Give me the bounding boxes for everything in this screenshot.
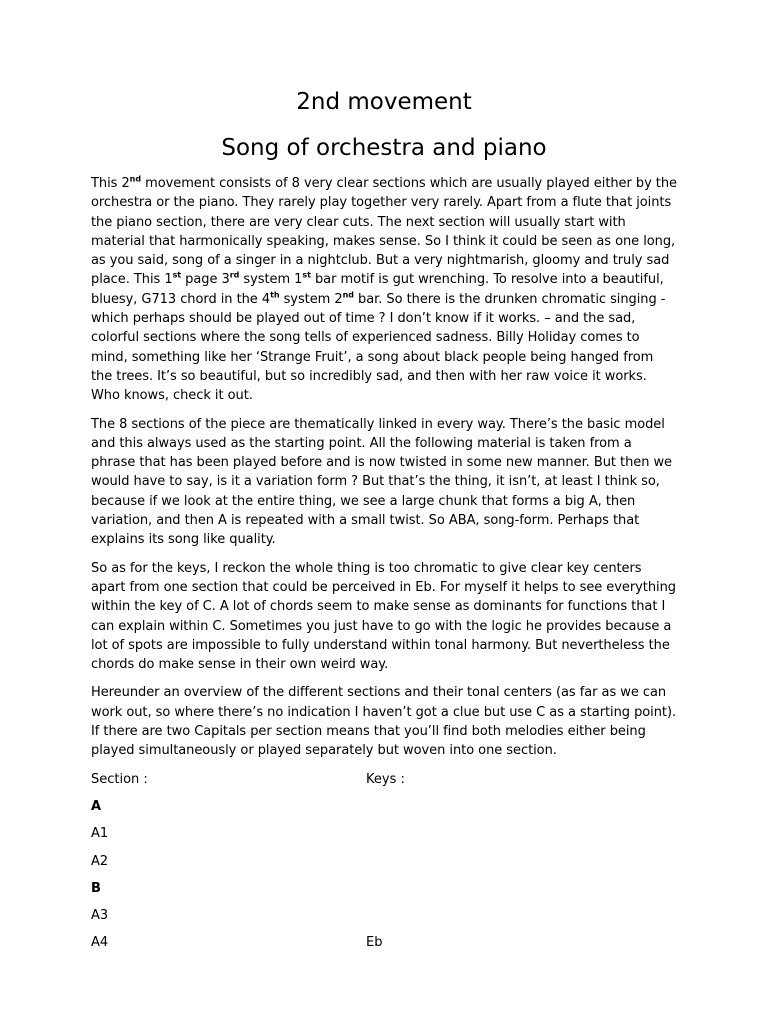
table-row bbox=[91, 797, 677, 824]
section-label: A bbox=[91, 798, 102, 814]
document-page bbox=[91, 88, 677, 961]
paragraph-intro: This 2nd movement consists of 8 very clear sections which are usually played either by the orchestra or the piano. They rarely play together very rarely. Apart from a flute that joints the piano section, there are very clear cuts. The next section will usually start with material that harmonically speaking, makes sense. So I think it could be seen as one long, as you said, song of a singer in a nightclub. But a very nightmarish, gloomy and truly sad place. This 1st page 3rd system 1st bar motif is gut wrenching. To resolve into a beautiful, bluesy, G713 chord in the 4th system 2nd bar. So there is the drunken chromatic singing - which perhaps should be played out of time ? I don’t know if it works. – and the sad, colorful sections where the song tells of experienced sadness. Billy Holiday comes to mind, something like her ‘Strange Fruit’, a song about black people being hanged from the trees. It’s so beautiful, but so incredibly sad, and then with her raw voice it works. Who knows, check it out. bbox=[91, 174, 677, 404]
table-header-row bbox=[91, 770, 677, 797]
page-subtitle: Song of orchestra and piano bbox=[221, 135, 547, 161]
paragraph-sections: The 8 sections of the piece are thematically linked in every way. There’s the basic model and this always used as the starting point. All the following material is taken from a phrase that has been played before and is now twisted in some new manner. But then we would have to say, is it a variation form ? But that’s the thing, it isn’t, at least I think so, because if we look at the entire thing, we see a large chunk that forms a big A, then variation, and then A is repeated with a small twist. So ABA, song-form. Perhaps that explains its song like quality. bbox=[91, 416, 673, 548]
table-row bbox=[91, 906, 677, 933]
table-row bbox=[91, 852, 677, 879]
page-title: 2nd movement bbox=[296, 89, 472, 115]
section-header: Section : bbox=[91, 771, 148, 787]
section-label: A1 bbox=[91, 826, 109, 842]
section-label: B bbox=[91, 880, 101, 896]
table-row bbox=[91, 933, 677, 960]
sections-keys-table bbox=[91, 770, 677, 961]
key-label: Eb bbox=[366, 935, 383, 951]
section-label: A3 bbox=[91, 908, 109, 924]
section-label: A4 bbox=[91, 935, 109, 951]
section-label: A2 bbox=[91, 853, 109, 869]
table-row bbox=[91, 879, 677, 906]
paragraph-overview: Hereunder an overview of the different sections and their tonal centers (as far as we can work out, so where there’s no indication I haven’t got a clue but use C as a starting point). If there are two Capitals per section means that you’ll find both melodies either being played simultaneously or played separately but woven into one section. bbox=[91, 685, 677, 759]
keys-header: Keys : bbox=[366, 771, 405, 787]
paragraph-keys: So as for the keys, I reckon the whole thing is too chromatic to give clear key centers apart from one section that could be perceived in Eb. For myself it helps to see everything within the key of C. A lot of chords seem to make sense as dominants for functions that I can explain within C. Sometimes you just have to go with the logic he provides because a lot of spots are impossible to fully understand within tonal harmony. But nevertheless the chords do make sense in their own weird way. bbox=[91, 560, 676, 673]
table-row bbox=[91, 824, 677, 851]
